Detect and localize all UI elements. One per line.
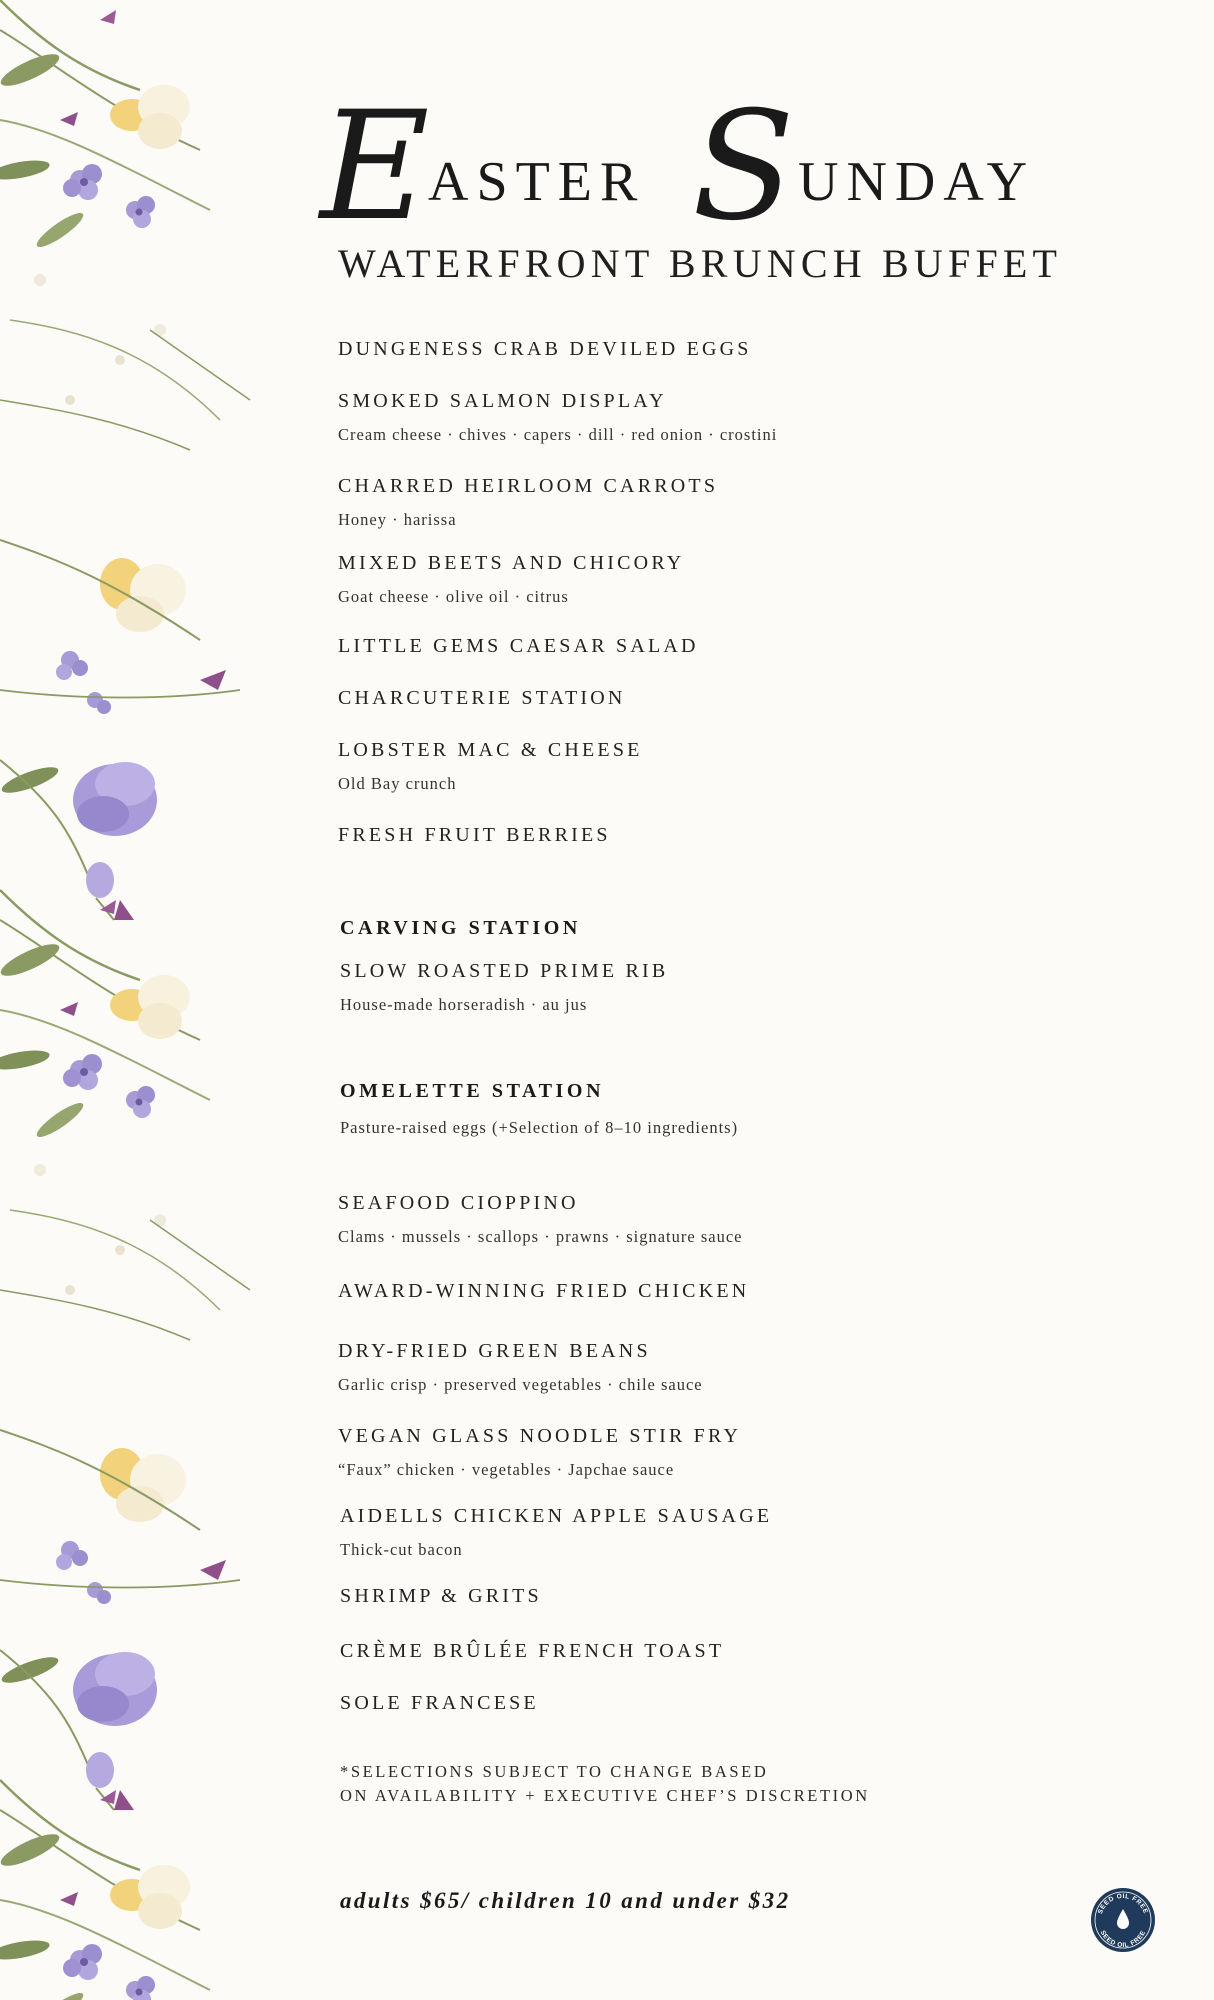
menu-item-name: SEAFOOD CIOPPINO bbox=[338, 1192, 579, 1214]
menu-item bbox=[338, 739, 643, 794]
menu-item-name: SOLE FRANCESE bbox=[340, 1692, 539, 1714]
menu-item bbox=[340, 1505, 772, 1560]
menu-item bbox=[338, 824, 611, 847]
menu-item bbox=[338, 1340, 703, 1395]
badge-text-top: SEED OIL FREE bbox=[1096, 1892, 1150, 1915]
menu-item bbox=[340, 1692, 539, 1715]
menu-item bbox=[338, 1192, 742, 1247]
menu-item-description: Pasture-raised eggs (+Selection of 8–10 ingredients) bbox=[340, 1118, 739, 1137]
omelette-station-heading: OMELETTE STATION bbox=[340, 1080, 605, 1102]
menu-item-description: Garlic crisp · preserved vegetables · chile sauce bbox=[338, 1375, 703, 1394]
menu-item-description: Cream cheese · chives · capers · dill · red onion · crostini bbox=[338, 425, 778, 444]
menu-item-name: CHARRED HEIRLOOM CARROTS bbox=[338, 475, 719, 497]
menu-item-description: “Faux” chicken · vegetables · Japchae sauce bbox=[338, 1460, 675, 1479]
badge-text-bottom: SEED OIL FREE bbox=[1098, 1929, 1148, 1950]
menu-item bbox=[338, 552, 684, 607]
title-word-1: ASTER bbox=[428, 151, 646, 213]
availability-note bbox=[340, 1760, 870, 1808]
menu-item-name: VEGAN GLASS NOODLE STIR FRY bbox=[338, 1425, 742, 1447]
menu-item-description: Honey · harissa bbox=[338, 510, 457, 529]
menu-item-name: SLOW ROASTED PRIME RIB bbox=[340, 960, 669, 982]
menu-item bbox=[338, 338, 752, 361]
menu-item bbox=[340, 1118, 738, 1138]
menu-item-description: Goat cheese · olive oil · citrus bbox=[338, 587, 569, 606]
menu-item-name: FRESH FRUIT BERRIES bbox=[338, 824, 611, 846]
availability-note-line: *SELECTIONS SUBJECT TO CHANGE BASED bbox=[340, 1762, 769, 1781]
menu-item-name: MIXED BEETS AND CHICORY bbox=[338, 552, 685, 574]
menu-item bbox=[340, 1585, 542, 1608]
menu-item-description: Old Bay crunch bbox=[338, 774, 457, 793]
menu-item bbox=[338, 635, 699, 658]
menu-item-name: LITTLE GEMS CAESAR SALAD bbox=[338, 635, 699, 657]
availability-note-line: ON AVAILABILITY + EXECUTIVE CHEF’S DISCRETION bbox=[340, 1786, 870, 1805]
seed-oil-free-badge-icon bbox=[1090, 1887, 1156, 1953]
menu-item-description: House-made horseradish · au jus bbox=[340, 995, 588, 1014]
menu-item-name: DRY-FRIED GREEN BEANS bbox=[338, 1340, 651, 1362]
menu-content bbox=[320, 0, 1178, 2000]
menu-item-description: Thick-cut bacon bbox=[340, 1540, 463, 1559]
menu-item bbox=[338, 475, 718, 530]
title-word-2: UNDAY bbox=[798, 151, 1036, 213]
title-initial-s: S bbox=[692, 80, 795, 254]
page-title bbox=[320, 80, 1120, 254]
page-subtitle: WATERFRONT BRUNCH BUFFET bbox=[338, 241, 1063, 286]
menu-item bbox=[338, 390, 777, 445]
title-initial-e: E bbox=[320, 80, 430, 254]
menu-item bbox=[340, 1640, 724, 1663]
carving-station-heading: CARVING STATION bbox=[340, 917, 581, 939]
menu-item-name: AIDELLS CHICKEN APPLE SAUSAGE bbox=[340, 1505, 773, 1527]
menu-item bbox=[338, 1425, 741, 1480]
menu-item bbox=[338, 1280, 749, 1303]
price-line: adults $65/ children 10 and under $32 bbox=[340, 1888, 791, 1913]
menu-item bbox=[338, 687, 626, 710]
menu-item bbox=[340, 960, 668, 1015]
menu-item-name: SHRIMP & GRITS bbox=[340, 1585, 542, 1607]
menu-item-name: DUNGENESS CRAB DEVILED EGGS bbox=[338, 338, 752, 360]
menu-item-name: CHARCUTERIE STATION bbox=[338, 687, 626, 709]
menu-item-name: CRÈME BRÛLÉE FRENCH TOAST bbox=[340, 1640, 725, 1662]
menu-item-name: AWARD-WINNING FRIED CHICKEN bbox=[338, 1280, 750, 1302]
menu-item-description: Clams · mussels · scallops · prawns · signature sauce bbox=[338, 1227, 743, 1246]
menu-item-name: LOBSTER MAC & CHEESE bbox=[338, 739, 643, 761]
menu-item-name: SMOKED SALMON DISPLAY bbox=[338, 390, 667, 412]
floral-border-illustration bbox=[0, 0, 280, 2000]
